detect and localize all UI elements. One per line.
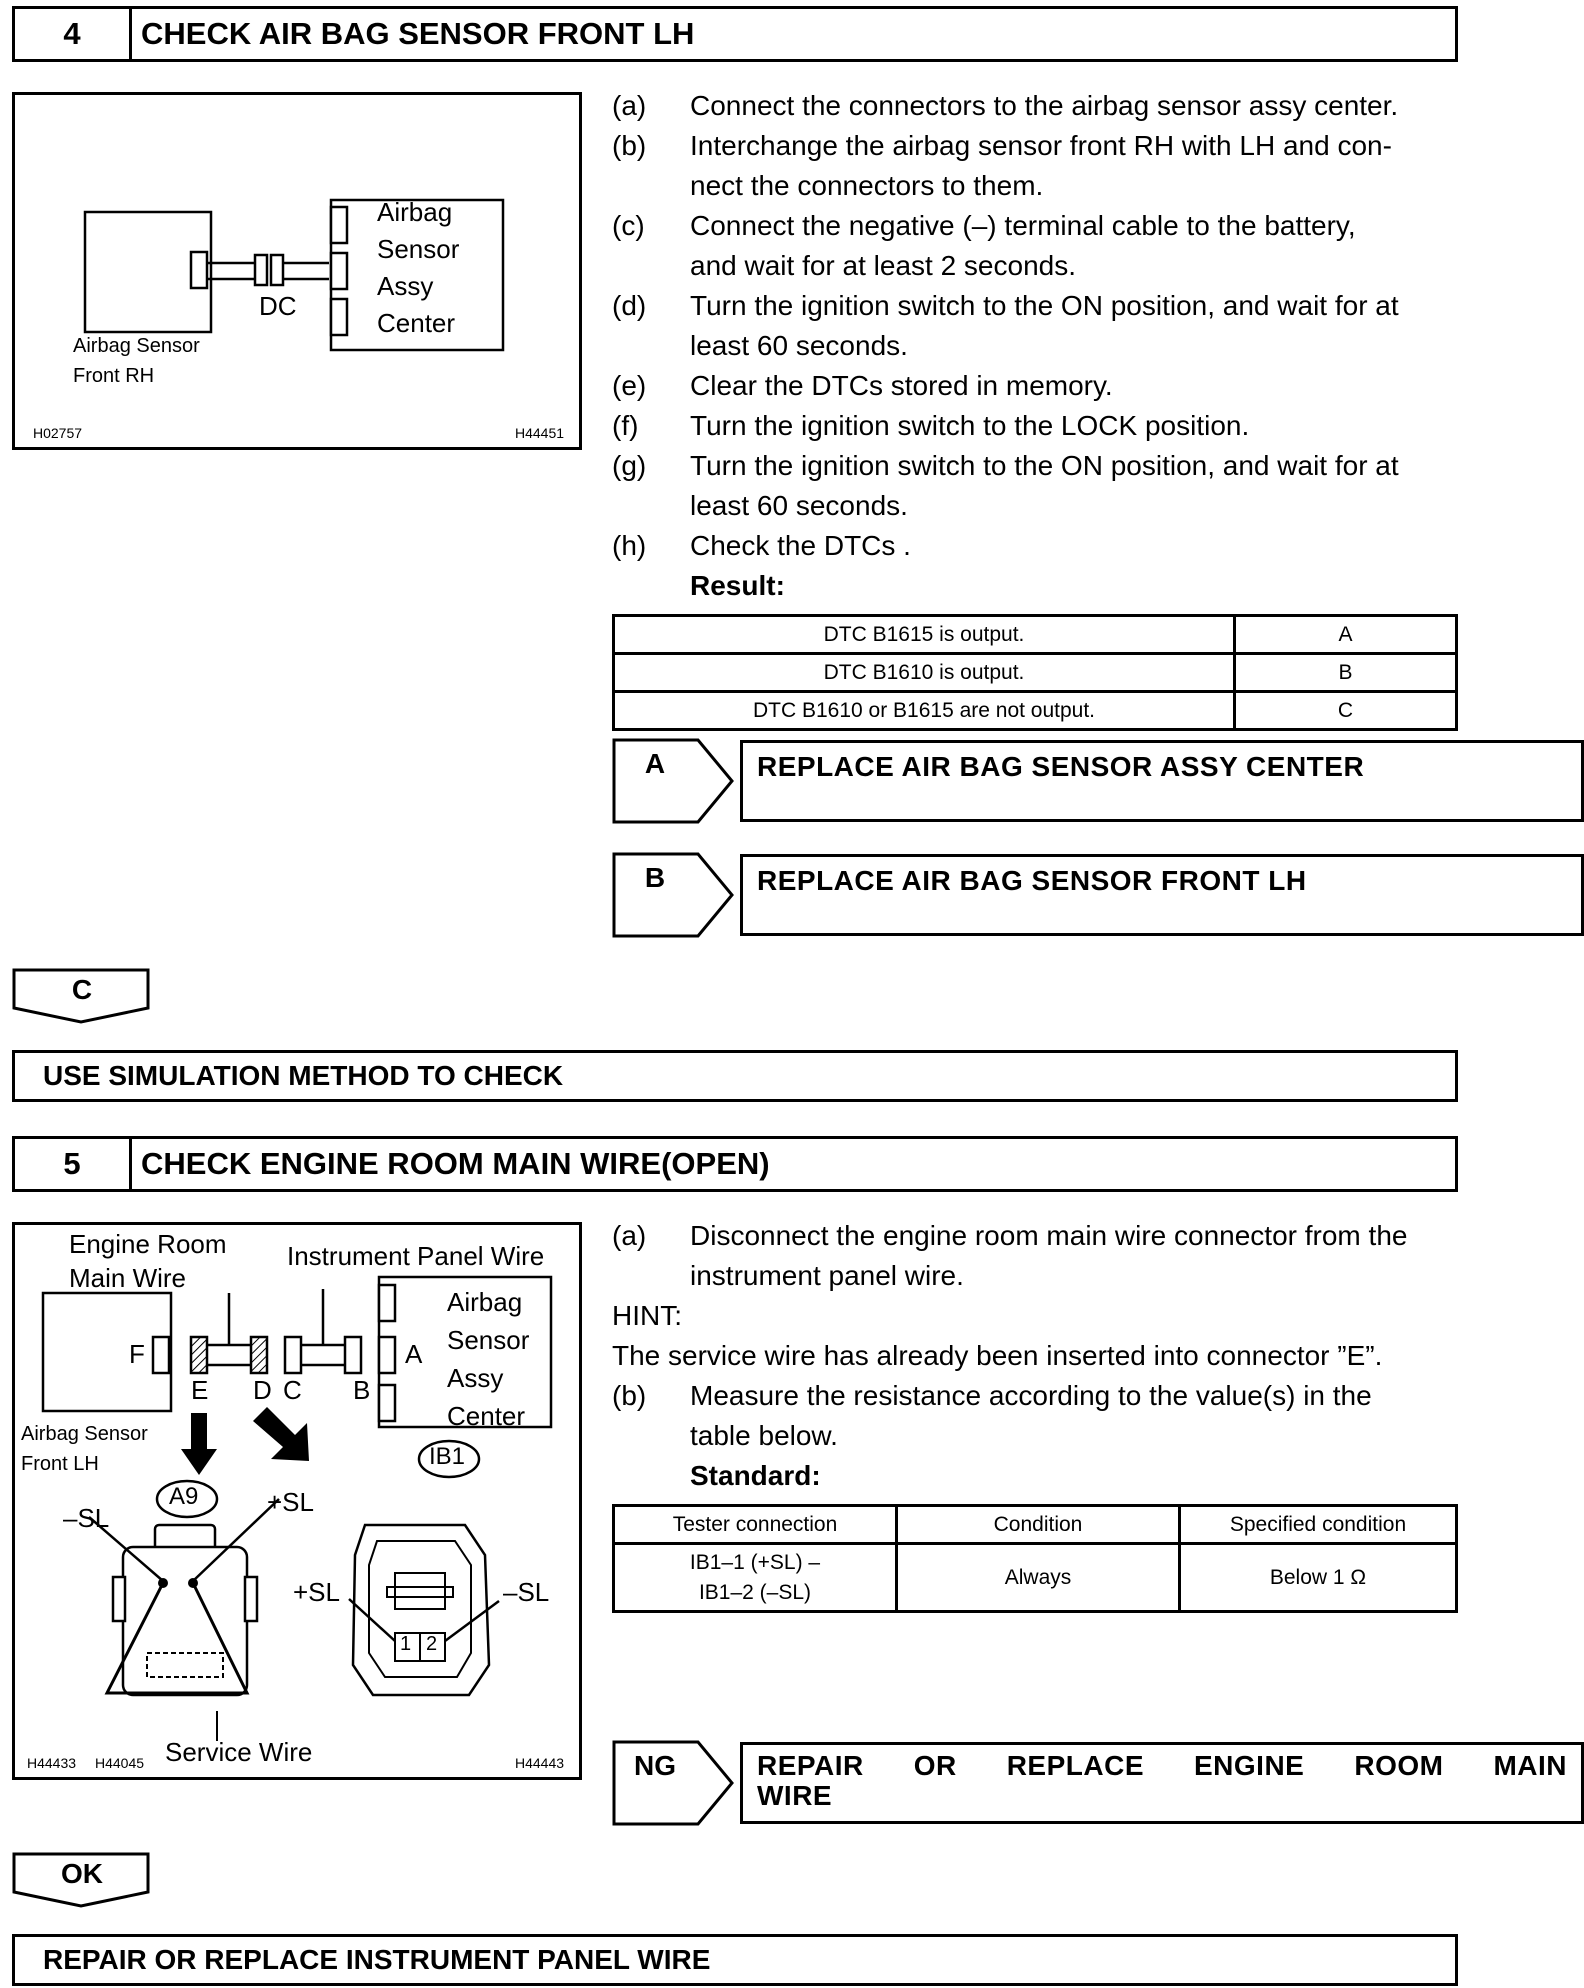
- diag2-pos-sl2-label: +SL: [293, 1577, 340, 1607]
- diag2-ib1-label: IB1: [429, 1443, 466, 1470]
- table-header-row: [614, 1506, 1457, 1544]
- outcome-ng-action: REPAIR OR REPLACE ENGINE ROOM MAIN WIRE: [740, 1742, 1584, 1824]
- diag2-front-label-1: Airbag Sensor: [21, 1423, 148, 1445]
- diag1-airbag-label: Airbag: [377, 197, 453, 227]
- step5-hint-text: The service wire has already been inserted into connector ”E”.: [612, 1340, 1383, 1371]
- continue-c-label: C: [71, 974, 93, 1005]
- step5-diagram: [12, 1222, 582, 1780]
- diag2-pin2-label: 2: [426, 1633, 438, 1655]
- diag2-ip-wire-label: Instrument Panel Wire: [287, 1241, 545, 1271]
- diag2-e-label: E: [191, 1375, 209, 1405]
- diag2-service-wire-label: Service Wire: [165, 1737, 313, 1767]
- diag1-front-label-1: Airbag Sensor: [73, 335, 200, 357]
- continue-ok-label: OK: [61, 1858, 103, 1889]
- diag1-dc-label: DC: [259, 291, 297, 321]
- connector-diagram-1: [15, 95, 579, 447]
- table-cell-tester: IB1–1 (+SL) – IB1–2 (–SL): [614, 1544, 897, 1612]
- table-row: [614, 692, 1457, 730]
- table-header: Tester connection: [614, 1506, 897, 1544]
- table-row: [614, 616, 1457, 654]
- diag2-f-label: F: [129, 1339, 145, 1369]
- diag2-center-label: Center: [447, 1401, 526, 1431]
- diag2-pos-sl-label: +SL: [267, 1487, 314, 1517]
- step4-final-action: USE SIMULATION METHOD TO CHECK: [12, 1050, 1458, 1102]
- table-header: Condition: [897, 1506, 1180, 1544]
- table-row: [614, 654, 1457, 692]
- result-condition: DTC B1615 is output.: [614, 616, 1235, 654]
- diag1-assy-label: Assy: [377, 271, 434, 301]
- result-condition: DTC B1610 or B1615 are not output.: [614, 692, 1235, 730]
- diag2-neg-sl-label: –SL: [63, 1503, 110, 1533]
- diag1-code-right: H44451: [515, 425, 565, 441]
- diag2-neg-sl2-label: –SL: [503, 1577, 550, 1607]
- step4-title: CHECK AIR BAG SENSOR FRONT LH: [141, 16, 695, 51]
- outcome-ng-code: NG: [634, 1750, 676, 1781]
- diag2-code-1: H44433: [27, 1755, 77, 1771]
- step5-standard-label: Standard:: [690, 1460, 821, 1491]
- step5-header: [12, 1136, 1458, 1192]
- step4-diagram: [12, 92, 582, 450]
- diag2-code-3: H44443: [515, 1755, 565, 1771]
- outcome-a-code: A: [644, 748, 666, 779]
- step5-title: CHECK ENGINE ROOM MAIN WIRE(OPEN): [141, 1146, 770, 1181]
- step4-number: 4: [15, 9, 132, 59]
- diag2-a9-label: A9: [169, 1483, 199, 1510]
- step5-final-action: REPAIR OR REPLACE INSTRUMENT PANEL WIRE: [12, 1934, 1458, 1986]
- step4-header: [12, 6, 1458, 62]
- diag2-pin1-label: 1: [400, 1633, 412, 1655]
- diag2-a-label: A: [405, 1339, 423, 1369]
- diag2-front-label-2: Front LH: [21, 1453, 99, 1475]
- diag2-b-label: B: [353, 1375, 371, 1405]
- result-code: C: [1235, 692, 1457, 730]
- result-code: A: [1235, 616, 1457, 654]
- diag2-engine-room-label: Engine Room: [69, 1229, 227, 1259]
- step4-result-table: [612, 614, 1458, 731]
- table-header: Specified condition: [1180, 1506, 1457, 1544]
- result-condition: DTC B1610 is output.: [614, 654, 1235, 692]
- diag2-main-wire-label: Main Wire: [69, 1263, 187, 1293]
- diag2-airbag-label: Airbag: [447, 1287, 523, 1317]
- diag1-sensor-label: Sensor: [377, 234, 460, 264]
- table-cell-spec: Below 1 Ω: [1180, 1544, 1457, 1612]
- outcome-b-code: B: [644, 862, 666, 893]
- outcome-b-action: REPLACE AIR BAG SENSOR FRONT LH: [740, 854, 1584, 936]
- diag2-assy-label: Assy: [447, 1363, 504, 1393]
- table-cell-condition: Always: [897, 1544, 1180, 1612]
- diag1-center-label: Center: [377, 308, 456, 338]
- table-row: [614, 1544, 1457, 1612]
- step5-number: 5: [15, 1139, 132, 1189]
- diag2-sensor-label: Sensor: [447, 1325, 530, 1355]
- step4-result-label: Result:: [690, 570, 785, 601]
- result-code: B: [1235, 654, 1457, 692]
- diag1-front-label-2: Front RH: [73, 365, 155, 387]
- diag2-c-label: C: [283, 1375, 302, 1405]
- outcome-a-action: REPLACE AIR BAG SENSOR ASSY CENTER: [740, 740, 1584, 822]
- step5-standard-table: [612, 1504, 1458, 1613]
- diag2-d-label: D: [253, 1375, 272, 1405]
- diag2-code-2: H44045: [95, 1755, 145, 1771]
- step5-hint-label: HINT:: [612, 1300, 682, 1331]
- diag1-code-left: H02757: [33, 425, 83, 441]
